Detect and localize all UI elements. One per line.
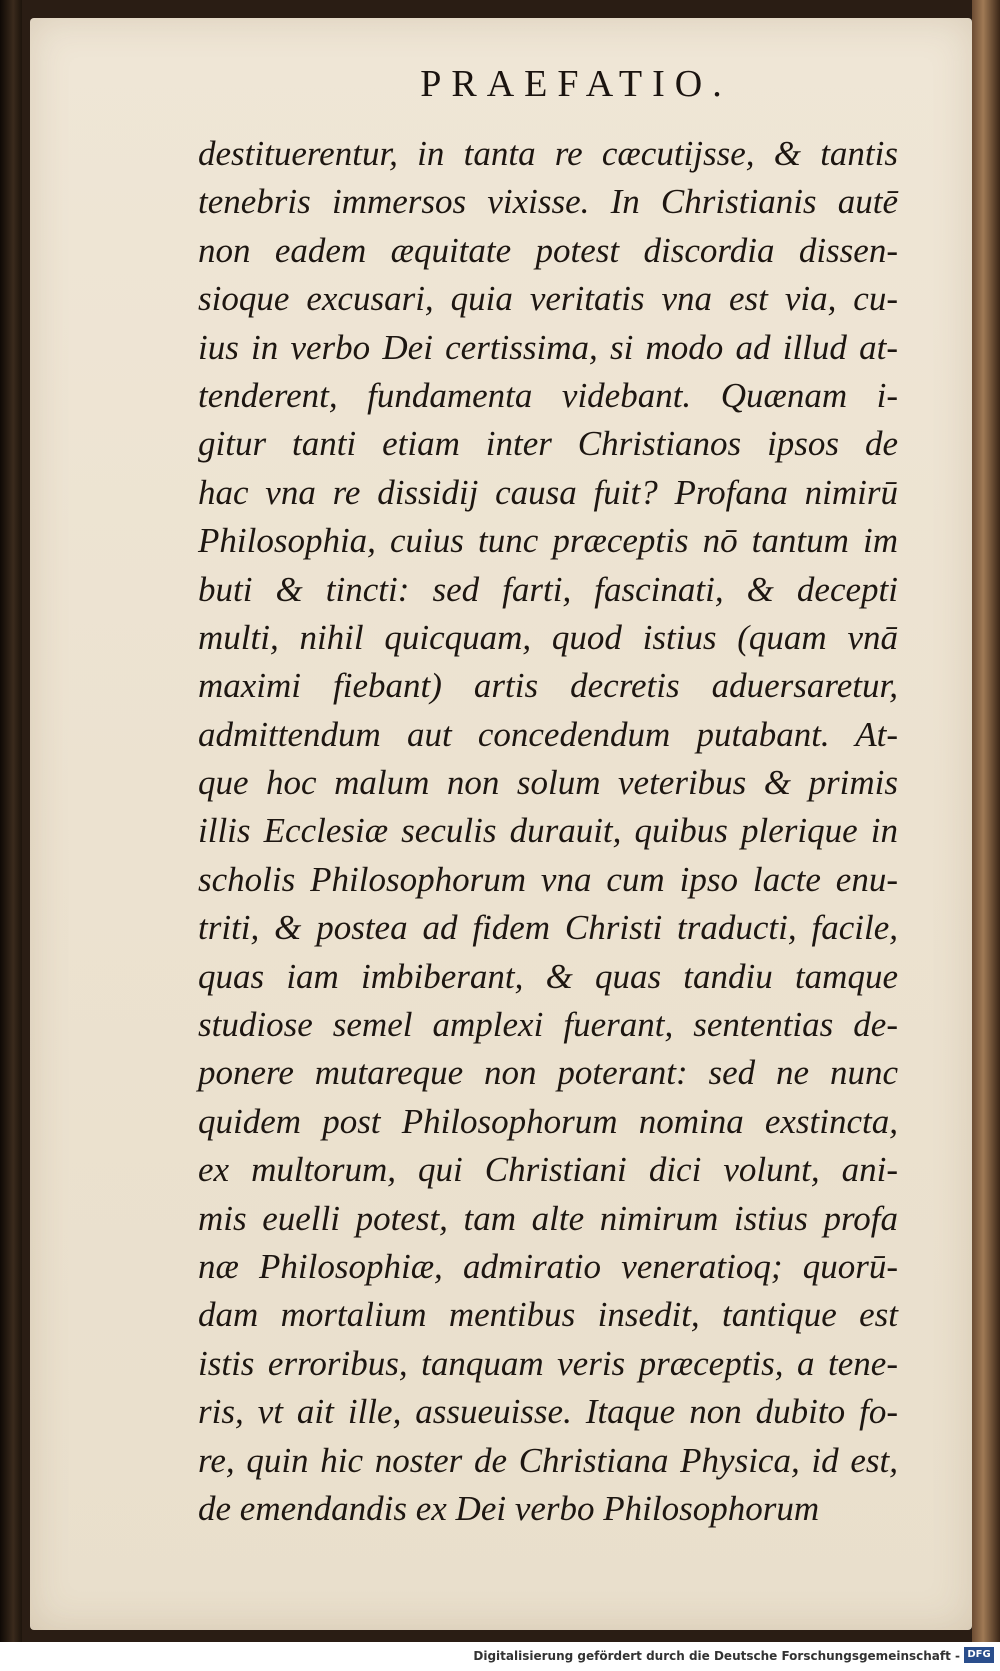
text-line: non eadem æquitate potest discordia dissen- — [198, 230, 898, 270]
text-line: dam mortalium mentibus insedit, tantique est — [198, 1295, 898, 1335]
text-line: Philosophia, cuius tunc præceptis nō tantum im — [198, 521, 898, 561]
text-line: studiose semel amplexi fuerant, sententias de- — [198, 1005, 898, 1045]
text-line: ex multorum, qui Christiani dici volunt, ani- — [198, 1150, 898, 1190]
dfg-logo: DFG — [964, 1647, 994, 1663]
text-line: sioque excusari, quia veritatis vna est via, cu- — [198, 279, 898, 319]
text-line: quidem post Philosophorum nomina exstincta, — [198, 1101, 898, 1141]
text-line: ius in verbo Dei certissima, si modo ad illud at- — [198, 327, 898, 367]
text-line: triti, & postea ad fidem Christi traducti, facile, — [198, 908, 898, 948]
running-header: PRAEFATIO. — [420, 63, 732, 105]
text-line: quas iam imbiberant, & quas tandiu tamque — [198, 956, 898, 996]
text-line: destituerentur, in tanta re cæcutijsse, & tantis — [198, 134, 898, 173]
text-line: scholis Philosophorum vna cum ipso lacte enu- — [198, 859, 898, 899]
text-line: admittendum aut concedendum putabant. At- — [198, 714, 898, 754]
text-line: mis euelli potest, tam alte nimirum istius profa — [198, 1198, 898, 1238]
book-fore-edge — [972, 0, 1000, 1642]
text-line: de emendandis ex Dei verbo Philosophorum — [198, 1488, 820, 1528]
text-line: ris, vt ait ille, assueuisse. Itaque non dubito fo- — [198, 1392, 898, 1432]
text-line: næ Philosophiæ, admiratio veneratioq; quorū- — [198, 1246, 898, 1286]
text-line: que hoc malum non solum veteribus & primis — [198, 763, 898, 803]
text-line: gitur tanti etiam inter Christianos ipsos de — [198, 424, 898, 464]
text-line: tenderent, fundamenta videbant. Quænam i- — [198, 375, 898, 415]
text-line: buti & tincti: sed farti, fascinati, & decepti — [198, 569, 898, 609]
book-spine-edge — [0, 0, 22, 1642]
text-line: istis erroribus, tanquam veris præceptis, a tene- — [198, 1343, 898, 1383]
book-page — [30, 18, 972, 1630]
text-line: ponere mutareque non poterant: sed ne nunc — [198, 1053, 898, 1093]
text-line: hac vna re dissidij causa fuit? Profana nimirū — [198, 472, 898, 512]
funding-credit: Digitalisierung gefördert durch die Deutsche Forschungsgemeinschaft - — [473, 1649, 960, 1663]
footer-bar — [0, 1642, 1000, 1671]
text-line: re, quin hic noster de Christiana Physica, id est, — [198, 1440, 898, 1480]
text-line: tenebris immersos vixisse. In Christianis autē — [198, 182, 898, 222]
text-line: multi, nihil quicquam, quod istius (quam vnā — [198, 617, 898, 657]
text-line: maximi fiebant) artis decretis aduersaretur, — [198, 666, 898, 706]
page-body-text — [198, 130, 898, 1533]
text-line: illis Ecclesiæ seculis durauit, quibus plerique in — [198, 811, 898, 851]
